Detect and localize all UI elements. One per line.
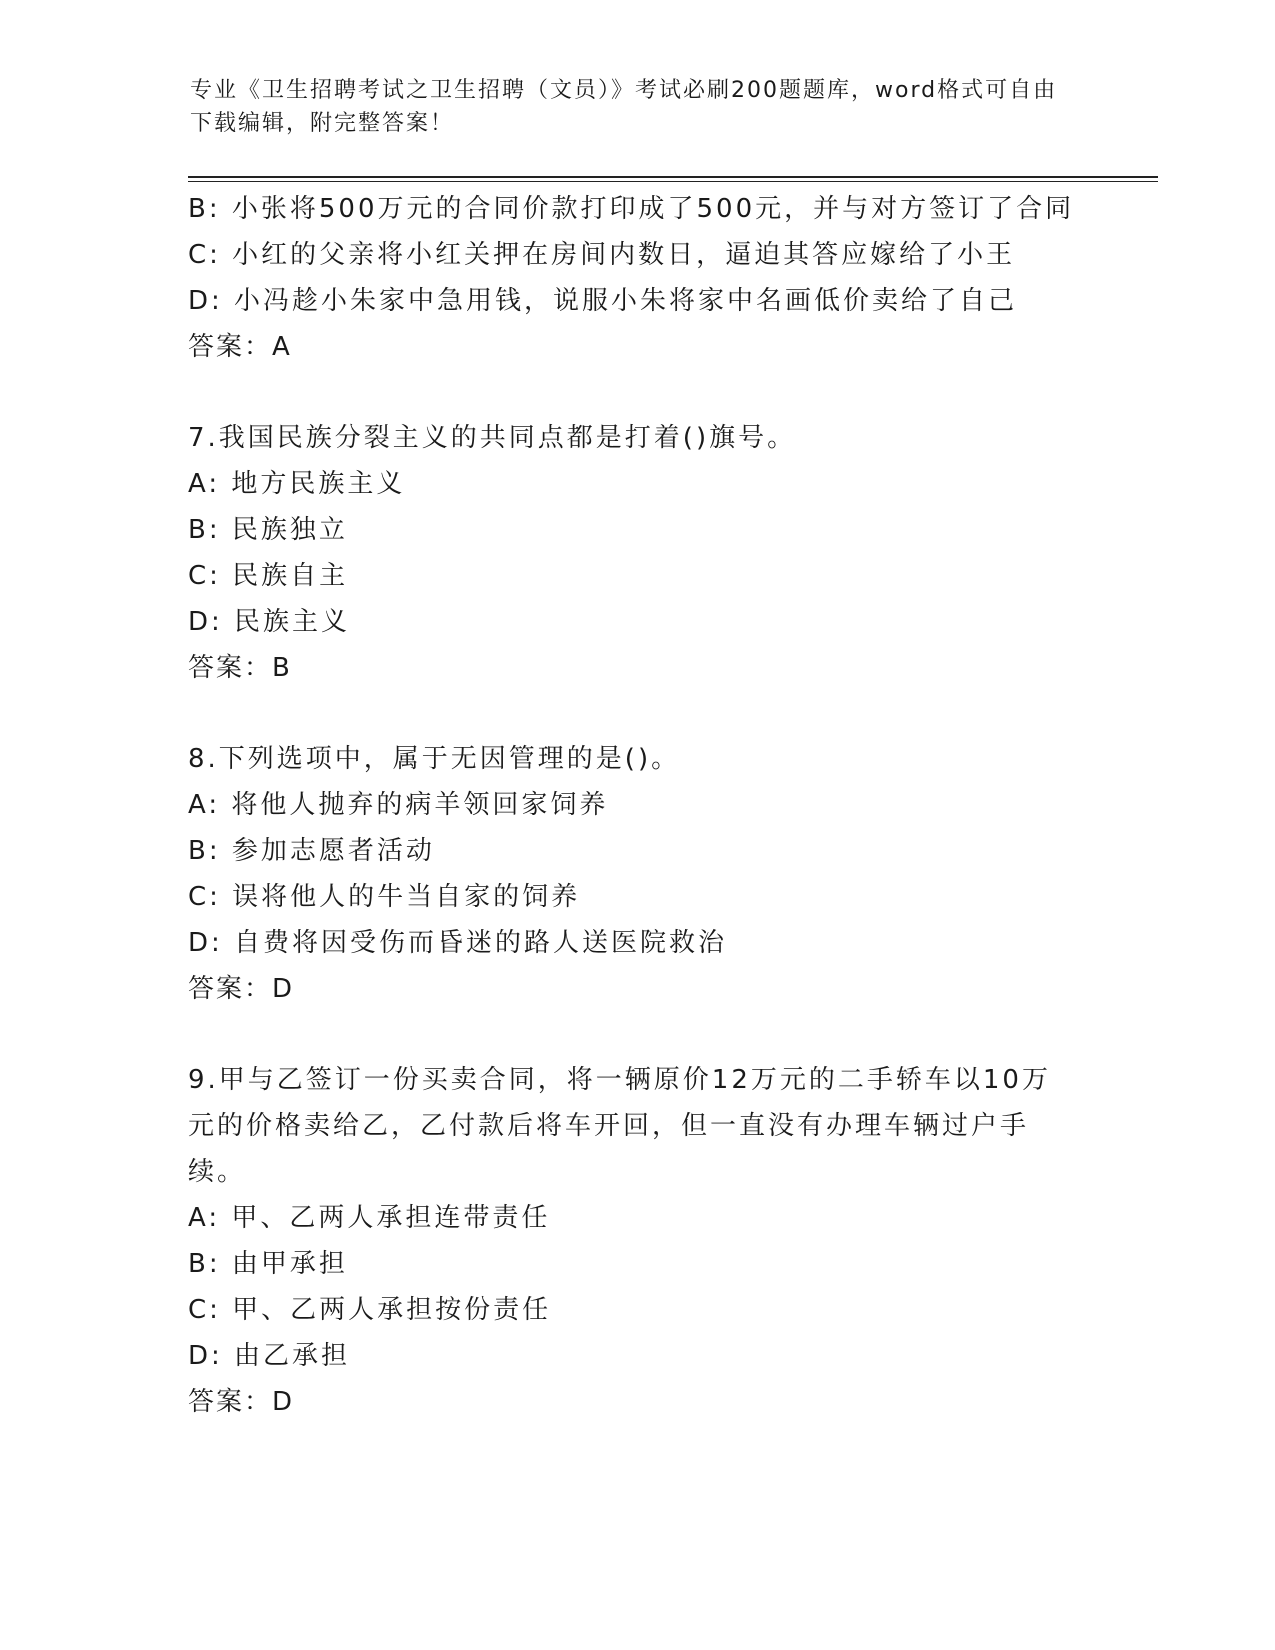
answer-line: 答案：A xyxy=(188,332,292,362)
question-stem: 7.我国民族分裂主义的共同点都是打着()旗号。 xyxy=(188,423,797,453)
option-b: B: 由甲承担 xyxy=(188,1249,348,1279)
question-block-9 xyxy=(188,1057,1088,1425)
option-d: D: 民族主义 xyxy=(188,607,351,637)
option-d: D: 自费将因受伤而昏迷的路人送医院救治 xyxy=(188,928,728,958)
option-d: D: 由乙承担 xyxy=(188,1341,351,1371)
option-a: A: 甲、乙两人承担连带责任 xyxy=(188,1203,551,1233)
answer-line: 答案：B xyxy=(188,653,292,683)
question-spacer xyxy=(188,1012,1088,1057)
option-a: A: 地方民族主义 xyxy=(188,469,406,499)
question-block-7 xyxy=(188,415,1088,691)
option-b: B: 民族独立 xyxy=(188,515,348,545)
option-c: C: 甲、乙两人承担按份责任 xyxy=(188,1295,552,1325)
option-a: A: 将他人抛弃的病羊领回家饲养 xyxy=(188,790,609,820)
question-block-8 xyxy=(188,736,1088,1012)
option-d: D: 小冯趁小朱家中急用钱，说服小朱将家中名画低价卖给了自己 xyxy=(188,286,1018,316)
document-header: 专业《卫生招聘考试之卫生招聘（文员）》考试必刷200题题库，word格式可自由下载编辑，附完整答案！ xyxy=(190,78,1058,136)
option-c: C: 小红的父亲将小红关押在房间内数日，逼迫其答应嫁给了小王 xyxy=(188,240,1016,270)
option-b: B: 参加志愿者活动 xyxy=(188,836,435,866)
answer-line: 答案：D xyxy=(188,974,295,1004)
question-spacer xyxy=(188,370,1088,415)
option-c: C: 民族自主 xyxy=(188,561,349,591)
option-c: C: 误将他人的牛当自家的饲养 xyxy=(188,882,581,912)
question-stem: 8.下列选项中，属于无因管理的是()。 xyxy=(188,744,681,774)
question-list xyxy=(188,186,1088,1425)
question-block-partial xyxy=(188,186,1088,370)
answer-line: 答案：D xyxy=(188,1387,295,1417)
header-divider xyxy=(188,176,1158,182)
option-b: B: 小张将500万元的合同价款打印成了500元，并与对方签订了合同 xyxy=(188,194,1075,224)
question-stem: 9.甲与乙签订一份买卖合同，将一辆原价12万元的二手轿车以10万元的价格卖给乙，乙付款后将车开回，但一直没有办理车辆过户手续。 xyxy=(188,1065,1051,1187)
question-spacer xyxy=(188,691,1088,736)
